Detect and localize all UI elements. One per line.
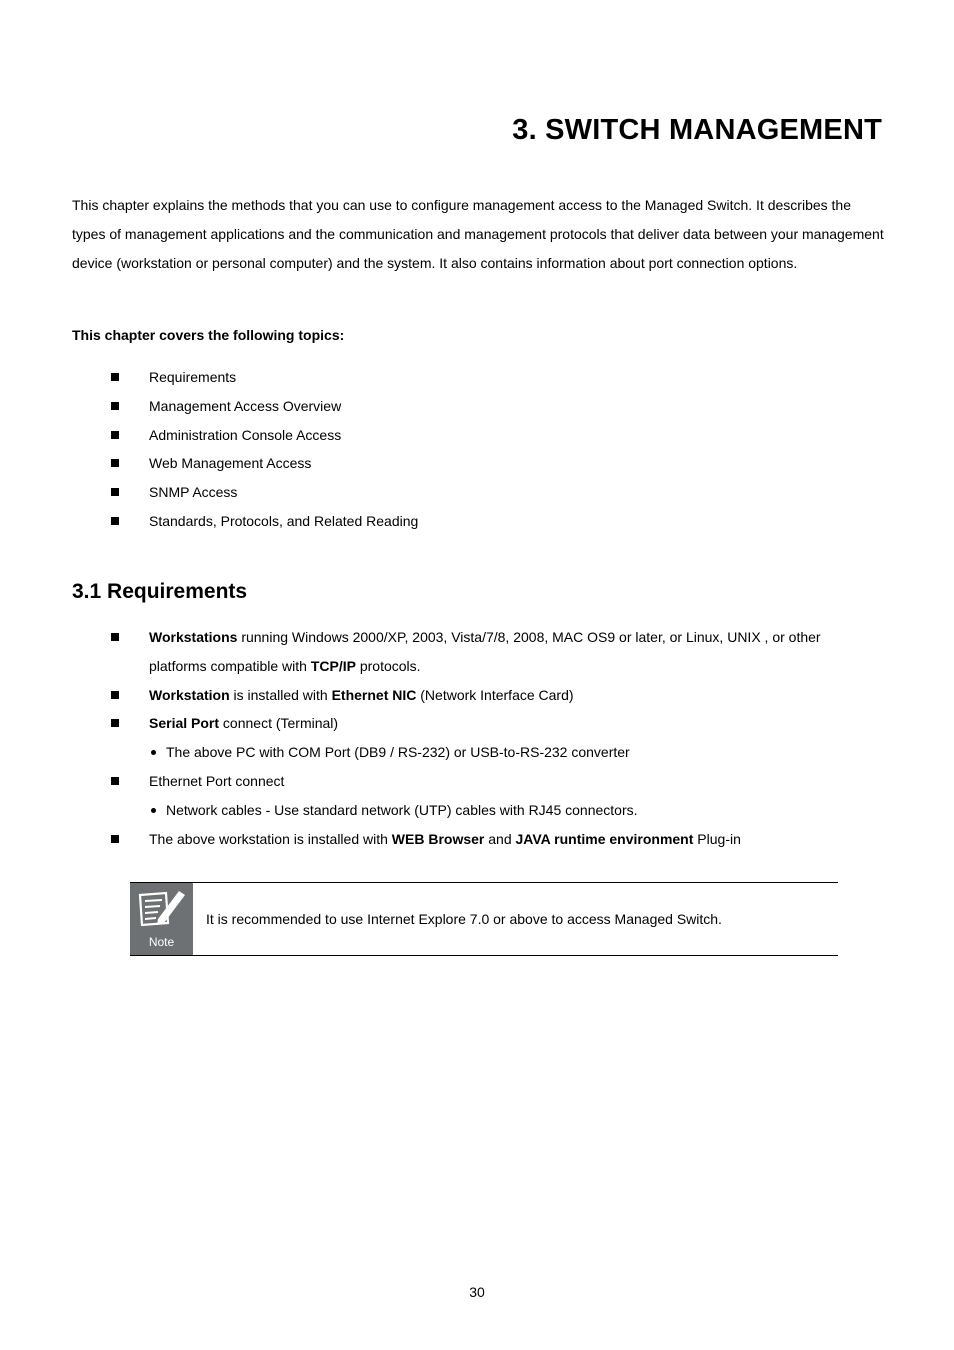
square-bullet-icon (111, 691, 119, 699)
square-bullet-icon (111, 835, 119, 843)
list-item: Administration Console Access (72, 421, 872, 450)
note-pencil-icon (130, 883, 193, 955)
requirements-list (72, 623, 852, 853)
requirement-workstation-nic: Workstation is installed with Ethernet NIC (Network Interface Card) (72, 681, 852, 710)
requirement-serial-sub: The above PC with COM Port (DB9 / RS-232) or USB-to-RS-232 converter (72, 738, 852, 767)
topics-list (72, 363, 872, 536)
list-item: Web Management Access (72, 449, 872, 478)
requirement-browser: The above workstation is installed with WEB Browser and JAVA runtime environment Plug-in (72, 825, 852, 854)
page-number: 30 (469, 1284, 485, 1300)
round-bullet-icon (151, 808, 156, 813)
square-bullet-icon (111, 517, 119, 525)
topics-heading: This chapter covers the following topics: (72, 327, 345, 343)
intro-paragraph: This chapter explains the methods that you can use to configure management access to the Managed Switch. It describes the types of management applications and the communication and management protocols that deliver data between your management device (workstation or personal computer) and the system. It also contains information about port connection options. (72, 197, 884, 271)
square-bullet-icon (111, 431, 119, 439)
square-bullet-icon (111, 777, 119, 785)
square-bullet-icon (111, 633, 119, 641)
note-label: Note (148, 935, 175, 949)
chapter-title: 3. SWITCH MANAGEMENT (512, 114, 882, 146)
requirement-workstations: Workstations running Windows 2000/XP, 2003, Vista/7/8, 2008, MAC OS9 or later, or Linux, UNIX , or other platforms compatible with TCP/IP protocols. (72, 623, 852, 681)
requirement-ethernet-sub: Network cables - Use standard network (UTP) cables with RJ45 connectors. (72, 796, 852, 825)
note-text: It is recommended to use Internet Explore 7.0 or above to access Managed Switch. (206, 911, 722, 927)
note-box (130, 882, 838, 956)
square-bullet-icon (111, 719, 119, 727)
square-bullet-icon (111, 402, 119, 410)
square-bullet-icon (111, 488, 119, 496)
list-item: Management Access Overview (72, 392, 872, 421)
list-item: SNMP Access (72, 478, 872, 507)
list-item: Requirements (72, 363, 872, 392)
round-bullet-icon (151, 750, 156, 755)
requirement-ethernet-port: Ethernet Port connect (72, 767, 852, 796)
square-bullet-icon (111, 459, 119, 467)
square-bullet-icon (111, 373, 119, 381)
requirement-serial-port: Serial Port connect (Terminal) (72, 709, 852, 738)
section-title: 3.1 Requirements (72, 580, 248, 603)
list-item: Standards, Protocols, and Related Reading (72, 507, 872, 536)
note-pencil-graphic (136, 889, 188, 931)
